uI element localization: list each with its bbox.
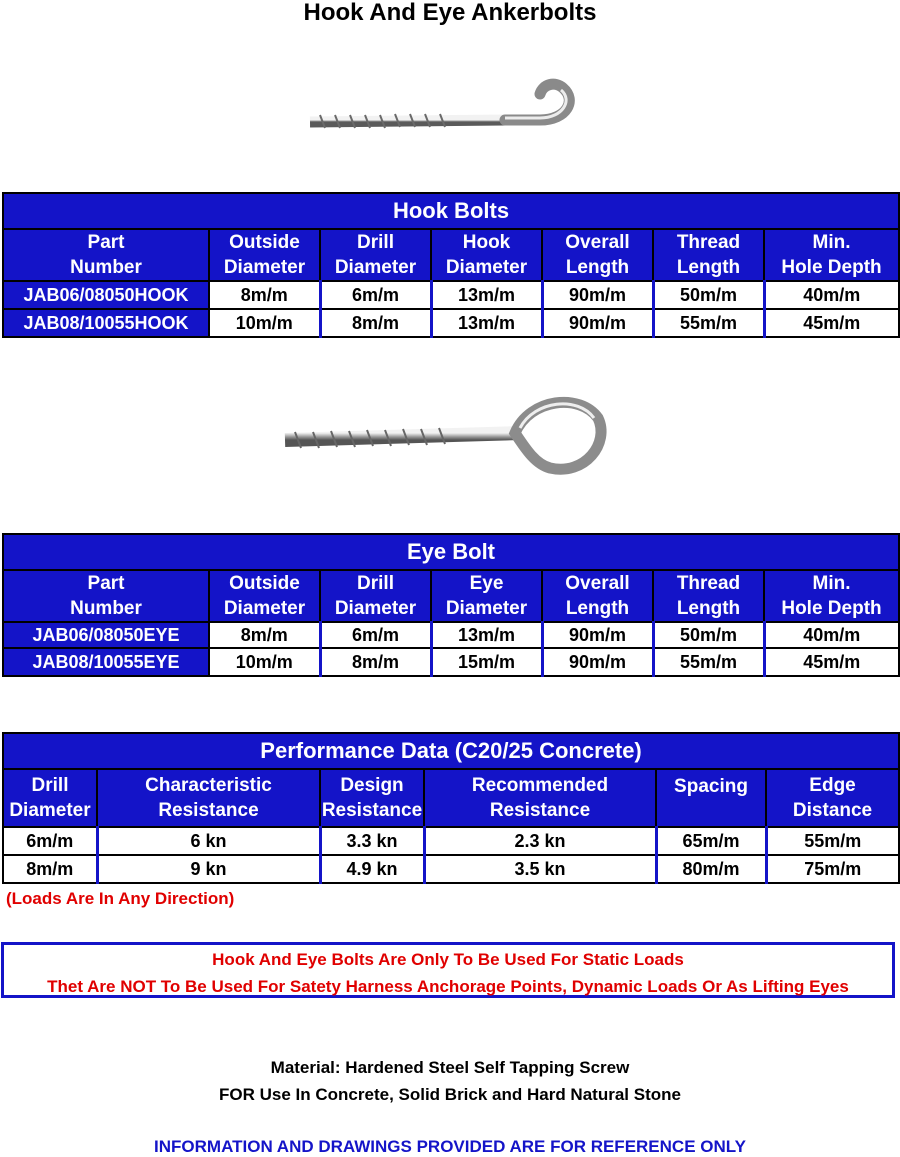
- hook-bolt-image: [305, 78, 580, 158]
- header-min-hole-depth: Min. Hole Depth: [764, 229, 899, 281]
- thread-length: 50m/m: [653, 622, 764, 648]
- header-min-hole-depth: Min. Hole Depth: [764, 570, 899, 622]
- eye-bolt-table: [2, 533, 900, 677]
- table-row: [3, 622, 899, 648]
- header-spacing: Spacing: [656, 769, 766, 827]
- header-edge-distance: Edge Distance: [766, 769, 899, 827]
- table-row: [3, 855, 899, 883]
- part-number: JAB06/08050HOOK: [3, 281, 209, 309]
- header-drill-diameter: Drill Diameter: [320, 229, 431, 281]
- drill-diameter: 6m/m: [320, 281, 431, 309]
- thread-length: 55m/m: [653, 309, 764, 337]
- part-number: JAB06/08050EYE: [3, 622, 209, 648]
- overall-length: 90m/m: [542, 648, 653, 676]
- thread-length: 50m/m: [653, 281, 764, 309]
- hook-table-title: Hook Bolts: [3, 193, 899, 229]
- part-number: JAB08/10055HOOK: [3, 309, 209, 337]
- min-hole-depth: 45m/m: [764, 309, 899, 337]
- outside-diameter: 10m/m: [209, 648, 320, 676]
- spacing: 65m/m: [656, 827, 766, 855]
- header-outside-diameter: Outside Diameter: [209, 229, 320, 281]
- table-row: [3, 309, 899, 337]
- min-hole-depth: 40m/m: [764, 281, 899, 309]
- characteristic-resistance: 6 kn: [97, 827, 320, 855]
- material-info: [0, 1054, 900, 1108]
- min-hole-depth: 45m/m: [764, 648, 899, 676]
- drill-diameter: 8m/m: [320, 309, 431, 337]
- header-overall-length: Overall Length: [542, 229, 653, 281]
- header-hook-diameter: Hook Diameter: [431, 229, 542, 281]
- header-overall-length: Overall Length: [542, 570, 653, 622]
- overall-length: 90m/m: [542, 281, 653, 309]
- eye-table-header-row: [3, 570, 899, 622]
- header-outside-diameter: Outside Diameter: [209, 570, 320, 622]
- table-row: [3, 827, 899, 855]
- performance-table: [2, 732, 900, 884]
- edge-distance: 75m/m: [766, 855, 899, 883]
- table-row: [3, 648, 899, 676]
- drill-diameter: 8m/m: [320, 648, 431, 676]
- characteristic-resistance: 9 kn: [97, 855, 320, 883]
- page-title: Hook And Eye Ankerbolts: [303, 0, 597, 26]
- warning-line-1: Hook And Eye Bolts Are Only To Be Used For Static Loads: [212, 950, 684, 969]
- eye-bolt-drawing: [280, 388, 610, 483]
- eye-table-title: Eye Bolt: [3, 534, 899, 570]
- outside-diameter: 8m/m: [209, 622, 320, 648]
- part-number: JAB08/10055EYE: [3, 648, 209, 676]
- recommended-resistance: 3.5 kn: [424, 855, 656, 883]
- min-hole-depth: 40m/m: [764, 622, 899, 648]
- overall-length: 90m/m: [542, 622, 653, 648]
- header-thread-length: Thread Length: [653, 570, 764, 622]
- header-characteristic-resistance: Characteristic Resistance: [97, 769, 320, 827]
- header-thread-length: Thread Length: [653, 229, 764, 281]
- hook-diameter: 13m/m: [431, 309, 542, 337]
- design-resistance: 4.9 kn: [320, 855, 424, 883]
- recommended-resistance: 2.3 kn: [424, 827, 656, 855]
- header-design-resistance: Design Resistance: [320, 769, 424, 827]
- drill-diameter: 8m/m: [3, 855, 97, 883]
- design-resistance: 3.3 kn: [320, 827, 424, 855]
- outside-diameter: 10m/m: [209, 309, 320, 337]
- eye-diameter: 13m/m: [431, 622, 542, 648]
- header-drill-diameter: Drill Diameter: [320, 570, 431, 622]
- header-recommended-resistance: Recommended Resistance: [424, 769, 656, 827]
- hook-bolts-table: [2, 192, 900, 338]
- hook-table-header-row: [3, 229, 899, 281]
- header-eye-diameter: Eye Diameter: [431, 570, 542, 622]
- table-row: [3, 281, 899, 309]
- material-line-1: Material: Hardened Steel Self Tapping Screw: [270, 1058, 630, 1077]
- outside-diameter: 8m/m: [209, 281, 320, 309]
- header-part-number: Part Number: [3, 229, 209, 281]
- loads-note: (Loads Are In Any Direction): [6, 889, 235, 908]
- hook-bolt-drawing: [305, 78, 580, 158]
- disclaimer: INFORMATION AND DRAWINGS PROVIDED ARE FOR REFERENCE ONLY: [154, 1137, 746, 1156]
- header-part-number: Part Number: [3, 570, 209, 622]
- header-drill-diameter: Drill Diameter: [3, 769, 97, 827]
- drill-diameter: 6m/m: [3, 827, 97, 855]
- eye-diameter: 15m/m: [431, 648, 542, 676]
- warning-box: [1, 942, 895, 998]
- edge-distance: 55m/m: [766, 827, 899, 855]
- material-line-2: FOR Use In Concrete, Solid Brick and Hard Natural Stone: [219, 1085, 681, 1104]
- overall-length: 90m/m: [542, 309, 653, 337]
- performance-table-title: Performance Data (C20/25 Concrete): [3, 733, 899, 769]
- thread-length: 55m/m: [653, 648, 764, 676]
- warning-line-2: Thet Are NOT To Be Used For Satety Harness Anchorage Points, Dynamic Loads Or As Lifting Eyes: [47, 977, 849, 996]
- drill-diameter: 6m/m: [320, 622, 431, 648]
- hook-diameter: 13m/m: [431, 281, 542, 309]
- performance-header-row: [3, 769, 899, 827]
- eye-bolt-image: [280, 388, 610, 483]
- spacing: 80m/m: [656, 855, 766, 883]
